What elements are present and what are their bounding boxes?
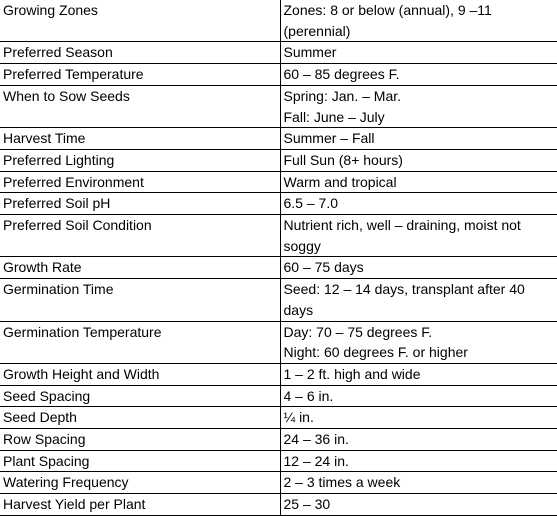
- table-row: [0, 450, 557, 472]
- row-value: [280, 450, 557, 472]
- row-value-line: Full Sun (8+ hours): [283, 151, 403, 168]
- table-row: [0, 363, 557, 385]
- row-value-line: Warm and tropical: [283, 173, 397, 190]
- table-row: [0, 429, 557, 451]
- row-label: Growth Height and Width: [0, 363, 280, 385]
- row-label: Seed Spacing: [0, 385, 280, 407]
- table-row: [0, 193, 557, 215]
- row-value-line: Spring: Jan. – Mar.: [283, 87, 402, 104]
- row-value: [280, 407, 557, 429]
- row-value-line: 12 – 24 in.: [283, 452, 349, 469]
- row-label: Harvest Yield per Plant: [0, 494, 280, 516]
- row-value: [280, 321, 557, 363]
- row-label: Plant Spacing: [0, 450, 280, 472]
- row-value-line: Day: 70 – 75 degrees F.: [283, 323, 433, 340]
- row-value-line: 4 – 6 in.: [283, 387, 334, 404]
- row-label: Watering Frequency: [0, 472, 280, 494]
- row-label: Preferred Soil pH: [0, 193, 280, 215]
- row-value-line: Summer – Fall: [283, 130, 375, 147]
- row-label: Row Spacing: [0, 429, 280, 451]
- row-value-line: Nutrient rich, well – draining, moist not: [283, 217, 521, 234]
- row-value-line: 60 – 85 degrees F.: [283, 66, 400, 83]
- row-label: When to Sow Seeds: [0, 85, 280, 127]
- row-label: Preferred Season: [0, 42, 280, 64]
- row-value: [280, 385, 557, 407]
- table-row: [0, 128, 557, 150]
- row-value-line: days: [283, 301, 314, 318]
- row-label: Growth Rate: [0, 257, 280, 279]
- row-value: [280, 128, 557, 150]
- table-row: [0, 0, 557, 42]
- row-value-line: Summer: [283, 44, 337, 61]
- row-value: [280, 472, 557, 494]
- row-value-line: 60 – 75 days: [283, 259, 364, 276]
- row-value: [280, 257, 557, 279]
- row-label: Harvest Time: [0, 128, 280, 150]
- row-value: [280, 42, 557, 64]
- row-value-line: Seed: 12 – 14 days, transplant after 40: [283, 281, 525, 298]
- row-value-line: Night: 60 degrees F. or higher: [283, 344, 468, 361]
- table-row: [0, 472, 557, 494]
- row-label: Seed Depth: [0, 407, 280, 429]
- row-value: [280, 85, 557, 127]
- row-value-line: 25 – 30: [283, 496, 331, 513]
- row-label: Germination Time: [0, 279, 280, 321]
- row-value: [280, 279, 557, 321]
- row-value-line: (perennial): [283, 22, 351, 39]
- table-row: [0, 385, 557, 407]
- table-row: [0, 321, 557, 363]
- row-value: [280, 171, 557, 193]
- row-value-line: Fall: June – July: [283, 108, 385, 125]
- table-row: [0, 42, 557, 64]
- row-label: Preferred Lighting: [0, 149, 280, 171]
- row-value-line: Zones: 8 or below (annual), 9 –11: [283, 2, 492, 18]
- row-value: [280, 64, 557, 86]
- row-value-line: 24 – 36 in.: [283, 431, 349, 448]
- row-value-line: 2 – 3 times a week: [283, 474, 401, 491]
- row-label: Germination Temperature: [0, 321, 280, 363]
- table-row: [0, 171, 557, 193]
- table-row: [0, 257, 557, 279]
- row-value: [280, 0, 557, 42]
- table-row: [0, 279, 557, 321]
- table-row: [0, 407, 557, 429]
- row-value: [280, 149, 557, 171]
- table-row: [0, 215, 557, 257]
- row-value-line: 6.5 – 7.0: [283, 195, 338, 212]
- row-value-line: 1 – 2 ft. high and wide: [283, 365, 421, 382]
- row-value: [280, 215, 557, 257]
- table-row: [0, 494, 557, 516]
- row-label: Preferred Temperature: [0, 64, 280, 86]
- table-row: [0, 85, 557, 127]
- row-label: Growing Zones: [0, 0, 280, 42]
- table-row: [0, 64, 557, 86]
- row-value: [280, 429, 557, 451]
- row-value-line: ¼ in.: [283, 409, 314, 426]
- row-value-line: soggy: [283, 237, 321, 254]
- row-value: [280, 193, 557, 215]
- row-label: Preferred Environment: [0, 171, 280, 193]
- table-row: [0, 149, 557, 171]
- row-label: Preferred Soil Condition: [0, 215, 280, 257]
- row-value: [280, 494, 557, 516]
- row-value: [280, 363, 557, 385]
